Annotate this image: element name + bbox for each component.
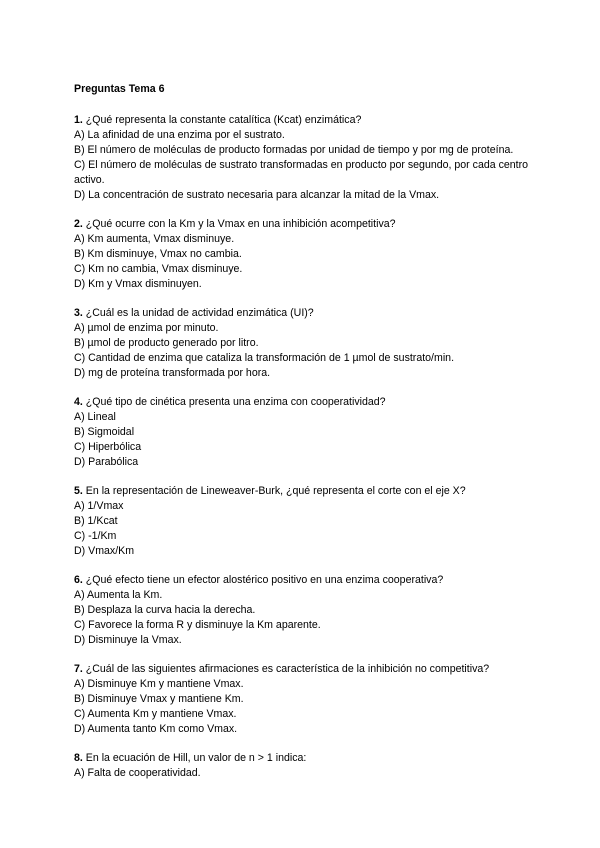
- document-content: [74, 82, 534, 795]
- option-c: C) Favorece la forma R y disminuye la Km aparente.: [74, 619, 321, 631]
- option-b: B) Desplaza la curva hacia la derecha.: [74, 604, 256, 616]
- option-a: A) Km aumenta, Vmax disminuye.: [74, 233, 235, 245]
- question-7: [74, 662, 534, 737]
- question-text: ¿Qué ocurre con la Km y la Vmax en una inhibición acompetitiva?: [85, 218, 396, 230]
- option-a: A) Aumenta la Km.: [74, 589, 163, 601]
- question-number: 5.: [74, 485, 83, 497]
- option-b: B) El número de moléculas de producto formadas por unidad de tiempo y por mg de proteína.: [74, 144, 514, 156]
- option-c: C) El número de moléculas de sustrato transformadas en producto por segundo, por cada centro activo.: [74, 159, 529, 186]
- option-d: D) Km y Vmax disminuyen.: [74, 278, 202, 290]
- option-d: D) Aumenta tanto Km como Vmax.: [74, 723, 238, 735]
- question-3: [74, 306, 534, 381]
- question-number: 7.: [74, 663, 83, 675]
- option-d: D) Vmax/Km: [74, 545, 135, 557]
- option-a: A) 1/Vmax: [74, 500, 124, 512]
- question-number: 3.: [74, 307, 83, 319]
- option-c: C) Aumenta Km y mantiene Vmax.: [74, 708, 237, 720]
- option-d: D) La concentración de sustrato necesaria para alcanzar la mitad de la Vmax.: [74, 189, 440, 201]
- question-text: ¿Cuál de las siguientes afirmaciones es característica de la inhibición no competitiva?: [85, 663, 490, 675]
- question-text: En la representación de Lineweaver-Burk, ¿qué representa el corte con el eje X?: [85, 485, 466, 497]
- option-d: D) Disminuye la Vmax.: [74, 634, 182, 646]
- question-2: [74, 217, 534, 292]
- option-c: C) -1/Km: [74, 530, 117, 542]
- option-d: D) Parabólica: [74, 456, 139, 468]
- option-b: B) Km disminuye, Vmax no cambia.: [74, 248, 242, 260]
- question-6: [74, 573, 534, 648]
- question-8: [74, 751, 534, 781]
- option-a: A) µmol de enzima por minuto.: [74, 322, 219, 334]
- option-c: C) Hiperbólica: [74, 441, 142, 453]
- option-d: D) mg de proteína transformada por hora.: [74, 367, 271, 379]
- question-number: 4.: [74, 396, 83, 408]
- question-number: 8.: [74, 752, 83, 764]
- question-1: [74, 113, 534, 203]
- option-b: B) 1/Kcat: [74, 515, 118, 527]
- question-number: 1.: [74, 114, 83, 126]
- option-b: B) Sigmoidal: [74, 426, 135, 438]
- option-b: B) µmol de producto generado por litro.: [74, 337, 259, 349]
- question-number: 6.: [74, 574, 83, 586]
- question-text: ¿Qué efecto tiene un efector alostérico positivo en una enzima cooperativa?: [85, 574, 444, 586]
- question-4: [74, 395, 534, 470]
- question-text: ¿Qué tipo de cinética presenta una enzima con cooperatividad?: [85, 396, 386, 408]
- option-b: B) Disminuye Vmax y mantiene Km.: [74, 693, 244, 705]
- question-text: ¿Qué representa la constante catalítica (Kcat) enzimática?: [85, 114, 362, 126]
- question-text: En la ecuación de Hill, un valor de n > 1 indica:: [85, 752, 307, 764]
- option-a: A) Falta de cooperatividad.: [74, 767, 201, 779]
- document-title: Preguntas Tema 6: [74, 83, 165, 95]
- option-a: A) Lineal: [74, 411, 116, 423]
- option-a: A) Disminuye Km y mantiene Vmax.: [74, 678, 244, 690]
- question-text: ¿Cuál es la unidad de actividad enzimática (UI)?: [85, 307, 314, 319]
- option-c: C) Cantidad de enzima que cataliza la transformación de 1 µmol de sustrato/min.: [74, 352, 455, 364]
- question-number: 2.: [74, 218, 83, 230]
- option-a: A) La afinidad de una enzima por el sustrato.: [74, 129, 285, 141]
- option-c: C) Km no cambia, Vmax disminuye.: [74, 263, 243, 275]
- question-5: [74, 484, 534, 559]
